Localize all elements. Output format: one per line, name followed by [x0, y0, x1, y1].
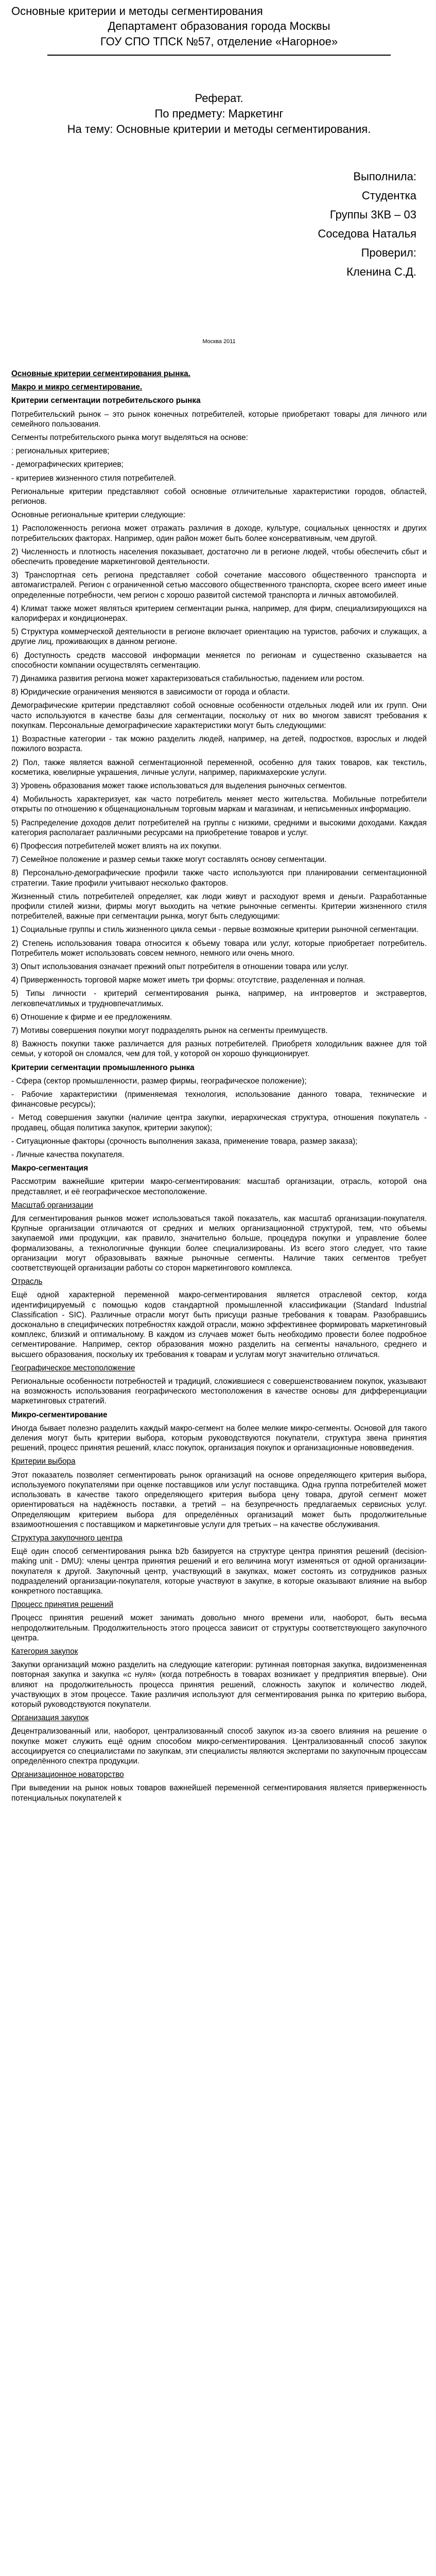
list-item: 6) Отношение к фирме и ее предложениям. [11, 1012, 172, 1022]
list-item: 2) Степень использования товара относится к объему товара или услуг, которые приобретает потребитель. Потребитель может использовать совсем немного, немного или очень много. [11, 939, 427, 958]
subsection-heading: Категория закупок [11, 1647, 78, 1656]
main-heading: Основные критерии сегментирования рынка. [11, 369, 190, 378]
list-item: 4) Мобильность характеризует, как часто потребитель меняет место жительства. Мобильные потребители открыты по отношению к общенациональным торговым маркам и магазинам, и неписьменных информацию. [11, 795, 427, 814]
subsection-heading: Отрасль [11, 1277, 43, 1286]
paragraph: Основные региональные критерии следующие: [11, 511, 186, 520]
list-item: 8) Персонально-демографические профили также часто используются при планировании сегментационной стратегии. Такие профили учитывают несколько факторов. [11, 869, 427, 888]
author-info [11, 167, 427, 281]
list-item: 1) Социальные группы и стиль жизненного цикла семьи - первые возможные критерии рыночной сегментации. [11, 925, 418, 935]
list-item: 6) Профессия потребителей может влиять на их покупки. [11, 841, 221, 851]
list-item: 1) Расположенность региона может отражать различия в доходе, культуре, социальных ценностях и других потребительских факторах. Например, один район может быть более консервативным, чем другой. [11, 524, 427, 543]
list-item: 6) Доступность средств массовой информации меняется по регионам и существенно сказывается на способности компании осуществлять сегментацию. [11, 651, 427, 670]
teacher-name: Кленина С.Д. [346, 265, 416, 278]
list-item: 1) Возрастные категории - так можно разделить людей, например, на детей, подростков, взрослых и людей пожилого возраста. [11, 735, 427, 754]
school-name: ГОУ СПО ТПСК №57, отделение «Нагорное» [100, 35, 338, 48]
paragraph: При выведении на рынок новых товаров важнейшей переменной сегментирования является приверженность потенциальных покупателей к [11, 1784, 427, 1803]
paragraph: Закупки организаций можно разделить на следующие категории: рутинная повторная закупка, видоизмененная повторная закупка и закупка «с нуля» (когда потребность в товарах возникает у предприятия впервые). Они влияют на продолжительность процесса принятия решений, сложность закупок и количество людей, участвующих в этом процессе. Такие различия используют для сегментирования рынка по критерию выбора, который руководствуются покупатели. [11, 1660, 427, 1709]
paragraph: Рассмотрим важнейшие критерии макро-сегментирования: масштаб организации, отрасль, которой она представляет, и её географическое местоположение. [11, 1177, 427, 1196]
section-heading: Критерии сегментации промышленного рынка [11, 1063, 195, 1072]
paragraph: Процесс принятия решений может занимать довольно много времени или, наоборот, быть весьма непродолжительным. Продолжительность этого процесса зависит от структуры соответствующего закупочного центра. [11, 1614, 427, 1642]
subsection-heading: Критерии выбора [11, 1457, 76, 1466]
paragraph: Демографические критерии представляют собой основные особенности отдельных людей или их групп. Они часто используются в качестве базы для сегментации, поскольку от них во многом зависят требования к покупкам. Персональные демографические характеристики могут быть следующими: [11, 701, 427, 730]
paragraph: Потребительский рынок – это рынок конечных потребителей, которые приобретают товары для личного или семейного пользования. [11, 410, 427, 429]
list-item: 4) Приверженность торговой марке может иметь три формы: отсутствие, разделенная и полная. [11, 976, 365, 985]
subsection-heading: Организация закупок [11, 1714, 89, 1723]
list-item: 5) Типы личности - критерий сегментирования рынка, например, на интровертов и экстравертов, легковпечатлимых и трудновпечатлимых. [11, 989, 427, 1008]
paragraph: Региональные особенности потребностей и традиций, сложившиеся с совершенствованием покупок, указывают на возможность использования географического местоположения в качестве основы для дифференциации маркетинговых стратегий. [11, 1377, 427, 1406]
checked-by-label: Проверил: [361, 246, 416, 259]
subject-line: По предмету: Маркетинг [154, 107, 284, 120]
list-item: - Рабочие характеристики (применяемая технология, использование данного товара, технические и финансовые ресурсы); [11, 1090, 427, 1109]
paragraph: Этот показатель позволяет сегментировать рынок организаций на основе определяющего критерия выбора, используемого покупателями при оценке поставщиков или услуг поставщика. Одна группа потребителей может использовать в качестве такого определяющего критерия выбора цену товара, другой сегмент может ориентироваться на надёжность поставки, а третий – на безупречность предлагаемых сервисных услуг. Определяющим критерием выбора для определённых организаций может быть продолжительные взаимоотношения с поставщиком и маркетинговые услуги для третьих – на качестве обслуживания. [11, 1470, 427, 1529]
list-item: 7) Мотивы совершения покупки могут подразделять рынок на сегменты преимуществ. [11, 1026, 328, 1035]
subsection-heading: Организационное новаторство [11, 1770, 124, 1780]
subsection-heading: Географическое местоположение [11, 1363, 135, 1372]
list-item: 7) Семейное положение и размер семьи также могут составлять основу сегментации. [11, 855, 327, 865]
list-item: 3) Транспортная сеть региона представляет собой сочетание массового общественного транспорта и автомагистралей. Регион с ограниченной сетью массового общественного транспорта, скорее всего имеет иные определенные потребности, чем регион с хорошо развитой системой транспорта и личных автомобилей. [11, 571, 427, 600]
subsection-heading: Масштаб организации [11, 1200, 93, 1210]
student-name: Соседова Наталья [318, 227, 416, 240]
list-item: 3) Опыт использования означает прежний опыт потребителя в отношении товара или услуг. [11, 962, 349, 971]
header-divider [47, 52, 391, 56]
list-item: 2) Численность и плотность населения показывает, достаточно ли в регионе людей, чтобы обеспечить сбыт и обеспечить проведение маркетинговой деятельности. [11, 547, 427, 567]
list-item: 5) Структура коммерческой деятельности в регионе включает ориентацию на туристов, рабочих и служащих, а другие лиц, проживающих в данном регионе. [11, 628, 427, 647]
topic-line: На тему: Основные критерии и методы сегментирования. [67, 123, 371, 135]
list-item: 8) Важность покупки также различается для разных потребителей. Приобретя холодильник важнее для той семьи, у которой он сломался, чем для той, у которой он хорошо функционирует. [11, 1040, 427, 1059]
student-group: Группы 3КВ – 03 [329, 208, 416, 221]
paragraph: Ещё одной характерной переменной макро-сегментирования является отраслевой сектор, когда идентифицируемый с помощью кодов стандартной промышленной классификации (Standard Industrial Classification - SIC). Различные отрасли могут быть присущи разные требования к товарам. Разобравшись досконально в специфических потребностях каждой отрасли, можно эффективнее формировать маркетинговый комплекс, близкий и оптимальному. В каждом из случаев может быть необходимо провести более подробное сегментирование. Например, сектор образования можно разделить на сегменты начального, среднего и высшего образования, поскольку их требования к товарам и услугам могут значительно отличаться. [11, 1291, 427, 1359]
subsection-heading: Структура закупочного центра [11, 1533, 123, 1543]
city-year: Москва 2011 [202, 338, 236, 345]
list-item: - Метод совершения закупки (наличие центра закупки, иерархическая структура, отношения покупатель - продавец, общая политика закупок, критерии закупок); [11, 1113, 427, 1132]
work-type: Реферат. [195, 92, 243, 105]
student-role: Студентка [361, 189, 416, 202]
section-heading: Макро-сегментация [11, 1164, 89, 1173]
section-heading: Микро-сегментирование [11, 1410, 108, 1419]
list-item: 3) Уровень образования может также использоваться для выделения рыночных сегментов. [11, 781, 347, 790]
list-item: - Личные качества покупателя. [11, 1150, 125, 1159]
list-item: 5) Распределение доходов делит потребителей на группы с низкими, средними и высокими доходами. Каждая категория располагает различными ресурсами на приобретение товаров и услуг. [11, 818, 427, 837]
paragraph: Иногда бывает полезно разделить каждый макро-сегмент на более мелкие микро-сегменты. Основой для такого деления могут быть критерии выбора, которым руководствуются покупатели, структура звена принятия решений, процесс принятия решений, класс покупок, организация покупок и организационные нововведения. [11, 1423, 427, 1453]
document-page [11, 0, 427, 1803]
section-heading: Критерии сегментации потребительского рынка [11, 396, 201, 405]
list-item: - демографических критериев; [11, 460, 124, 469]
department-name: Департамент образования города Москвы [108, 20, 330, 32]
list-item: 7) Динамика развития региона может характеризоваться стабильностью, падением или ростом. [11, 674, 364, 684]
list-item: 2) Пол, также является важной сегментационной переменной, особенно для таких товаров, как текстиль, косметика, ювелирные украшения, личные услуги, например, парикмахерские услуги. [11, 758, 427, 777]
subsection-heading: Процесс принятия решений [11, 1600, 114, 1609]
list-item: - Ситуационные факторы (срочность выполнения заказа, применение товара, размер заказа); [11, 1137, 358, 1146]
paragraph: Сегменты потребительского рынка могут выделяться на основе: [11, 433, 248, 443]
list-item: - критериев жизненного стиля потребителей. [11, 473, 176, 483]
sub-heading: Макро и микро сегментирование. [11, 383, 143, 392]
list-item: : региональных критериев; [11, 447, 110, 456]
done-by-label: Выполнила: [353, 170, 416, 183]
paragraph: Ещё один способ сегментирования рынка b2b базируется на структуре центра принятия решений (decision-making unit - DMU): члены центра принятия решений и его величина могут изменяться от одной организации-покупателя к другой. Закупочный центр, участвующий в закупках, может состоять из сотрудников разных подразделений организации-покупателя, которые участвуют в закупке, в которые оказывают влияние на выбор конкретного поставщика. [11, 1547, 427, 1596]
paragraph: Региональные критерии представляют собой основные отличительные характеристики городов, областей, регионов. [11, 487, 427, 506]
paragraph: Децентрализованный или, наоборот, централизованный способ закупок из-за своего влияния на решение о покупке может служить ещё одним способом микро-сегментирования. Централизованный способ закупок ассоциируется со специалистами по закупкам, эти специалисты являются экспертами по закупочным процессам определённого спектра продукции. [11, 1727, 427, 1766]
title-block [11, 91, 427, 137]
list-item: - Сфера (сектор промышленности, размер фирмы, географическое положение); [11, 1076, 307, 1086]
list-item: 8) Юридические ограничения меняются в зависимости от города и области. [11, 688, 290, 697]
paragraph: Жизненный стиль потребителей определяет, как люди живут и расходуют время и деньги. Разработанные профили стилей жизни, фирмы могут выходить на четкие рыночные сегменты. Критерии жизненного стиля потребителей, важные при сегментации рынка, могут быть следующими: [11, 892, 427, 921]
document-title: Основные критерии и методы сегментирования [11, 5, 263, 18]
list-item: 4) Климат также может являться критерием сегментации рынка, например, для фирм, специализирующихся на калориферах и кондиционерах. [11, 604, 427, 623]
paragraph: Для сегментирования рынков может использоваться такой показатель, как масштаб организации-покупателя. Крупные организации отличаются от средних и мелких организационной структурой, тем, что объемы закупаемой ими продукции, как правило, значительно больше, процедура покупки и управление более формализованы, а технологичные функции более специализированы. Из всего этого следует, что такие организации могут образовывать важные рыночные сегменты. Наличие таких сегментов требует соответствующей организации работы со сторон маркетингового комплекса. [11, 1214, 427, 1273]
document-body [11, 369, 427, 1803]
